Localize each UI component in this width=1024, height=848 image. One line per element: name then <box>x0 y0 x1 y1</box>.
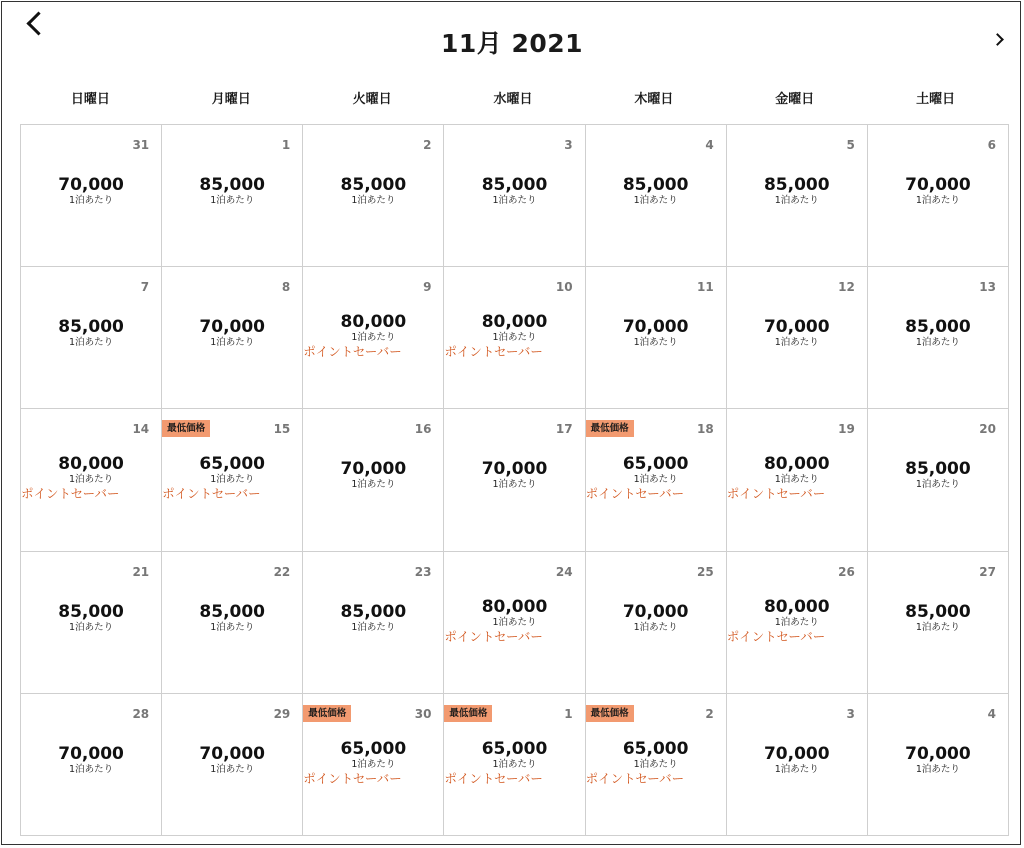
day-cell[interactable] <box>303 552 444 694</box>
lowest-price-badge: 最低価格 <box>162 420 210 437</box>
day-number: 7 <box>140 280 150 295</box>
day-number: 1 <box>564 706 573 721</box>
nightly-price: 70,000 <box>199 743 266 764</box>
nightly-price: 85,000 <box>622 175 689 195</box>
per-night-label: 1泊あたり <box>210 337 255 349</box>
day-cell[interactable] <box>21 267 162 409</box>
point-saver-label: ポイントセーバー <box>444 628 543 644</box>
per-night-label: 1泊あたり <box>351 621 396 633</box>
day-number: 14 <box>132 422 150 437</box>
day-cell[interactable] <box>868 267 1009 409</box>
price-block <box>868 175 1008 207</box>
day-cell[interactable] <box>586 409 727 551</box>
price-block <box>444 175 584 207</box>
weekday-sunday: 日曜日 <box>70 92 110 107</box>
nightly-price: 70,000 <box>763 317 830 338</box>
calendar-panel <box>1 1 1021 845</box>
nightly-price: 85,000 <box>199 601 266 622</box>
point-saver-label: ポイントセーバー <box>585 486 685 502</box>
day-cell[interactable] <box>162 125 303 267</box>
day-cell[interactable] <box>21 552 162 694</box>
weekday-wednesday: 水曜日 <box>493 92 533 107</box>
price-block <box>868 317 1008 349</box>
per-night-label: 1泊あたり <box>69 621 114 633</box>
day-cell[interactable] <box>868 694 1009 836</box>
day-cell[interactable] <box>444 694 585 836</box>
lowest-price-badge: 最低価格 <box>586 420 634 437</box>
nightly-price: 80,000 <box>481 312 548 333</box>
nightly-price: 85,000 <box>199 175 266 195</box>
next-month-chevron-icon[interactable] <box>992 32 1006 48</box>
price-block <box>21 317 161 349</box>
price-block <box>162 317 302 349</box>
point-saver-label: ポイントセーバー <box>303 344 402 360</box>
price-block <box>868 602 1008 634</box>
day-cell[interactable] <box>727 409 868 551</box>
day-number: 12 <box>838 280 855 295</box>
per-night-label: 1泊あたり <box>210 474 255 486</box>
price-block <box>727 454 867 502</box>
price-block <box>303 459 443 491</box>
nightly-price: 85,000 <box>481 175 548 195</box>
per-night-label: 1泊あたり <box>351 479 396 491</box>
nightly-price: 70,000 <box>58 175 124 195</box>
per-night-label: 1泊あたり <box>210 621 255 633</box>
per-night-label: 1泊あたり <box>492 195 537 206</box>
day-number: 20 <box>979 422 996 437</box>
per-night-label: 1泊あたり <box>915 337 960 349</box>
per-night-label: 1泊あたり <box>492 758 537 770</box>
day-cell[interactable] <box>444 125 585 267</box>
per-night-label: 1泊あたり <box>633 621 678 633</box>
nightly-price: 65,000 <box>622 454 689 475</box>
lowest-price-badge: 最低価格 <box>444 705 492 722</box>
price-block <box>586 317 726 349</box>
nightly-price: 85,000 <box>340 601 407 622</box>
day-cell[interactable] <box>868 125 1009 267</box>
per-night-label: 1泊あたり <box>492 332 537 344</box>
day-number: 3 <box>564 138 573 152</box>
price-block <box>586 739 726 787</box>
day-number: 13 <box>979 280 996 295</box>
per-night-label: 1泊あたり <box>633 758 678 770</box>
day-number: 2 <box>705 706 714 721</box>
per-night-label: 1泊あたり <box>633 474 678 486</box>
price-block <box>727 317 867 349</box>
lowest-price-badge: 最低価格 <box>586 705 634 722</box>
day-number: 5 <box>846 138 855 152</box>
per-night-label: 1泊あたり <box>351 195 396 206</box>
day-cell[interactable] <box>586 125 727 267</box>
nightly-price: 70,000 <box>199 317 266 338</box>
day-number: 29 <box>273 706 291 721</box>
weekday-friday: 金曜日 <box>775 92 815 107</box>
calendar-grid <box>20 124 1009 836</box>
point-saver-label: ポイントセーバー <box>726 486 826 502</box>
price-block <box>21 602 161 634</box>
nightly-price: 80,000 <box>481 596 548 617</box>
nightly-price: 85,000 <box>58 601 124 622</box>
point-saver-label: ポイントセーバー <box>21 486 120 502</box>
day-cell[interactable] <box>162 552 303 694</box>
day-number: 21 <box>132 564 150 579</box>
day-number: 16 <box>414 422 432 437</box>
per-night-label: 1泊あたり <box>915 763 960 775</box>
price-block <box>444 739 584 787</box>
day-number: 2 <box>423 138 432 152</box>
price-block <box>444 312 584 360</box>
point-saver-label: ポイントセーバー <box>303 770 402 786</box>
day-number: 10 <box>555 280 573 295</box>
nightly-price: 65,000 <box>481 738 548 759</box>
day-cell[interactable] <box>162 694 303 836</box>
per-night-label: 1泊あたり <box>774 195 819 206</box>
day-cell[interactable] <box>444 552 585 694</box>
weekday-header-row <box>20 88 1006 107</box>
nightly-price: 65,000 <box>199 454 266 475</box>
per-night-label: 1泊あたり <box>351 758 396 770</box>
day-cell[interactable] <box>162 267 303 409</box>
day-number: 8 <box>281 280 291 295</box>
day-cell[interactable] <box>444 267 585 409</box>
per-night-label: 1泊あたり <box>69 474 114 486</box>
price-block <box>727 597 867 645</box>
price-block <box>162 454 302 502</box>
day-cell[interactable] <box>21 125 162 267</box>
nightly-price: 65,000 <box>340 738 407 759</box>
per-night-label: 1泊あたり <box>915 479 960 491</box>
nightly-price: 80,000 <box>58 454 124 475</box>
day-number: 30 <box>414 706 432 721</box>
price-block <box>586 454 726 502</box>
per-night-label: 1泊あたり <box>915 621 960 633</box>
day-number: 23 <box>414 564 432 579</box>
point-saver-label: ポイントセーバー <box>444 770 543 786</box>
price-block <box>868 744 1008 776</box>
nightly-price: 85,000 <box>905 459 971 480</box>
day-number: 4 <box>705 138 714 152</box>
price-block <box>727 175 867 207</box>
price-block <box>444 459 584 491</box>
per-night-label: 1泊あたり <box>69 195 114 206</box>
price-block <box>162 175 302 207</box>
weekday-tuesday: 火曜日 <box>352 92 392 107</box>
weekday-monday: 月曜日 <box>211 92 251 107</box>
price-block <box>162 602 302 634</box>
per-night-label: 1泊あたり <box>774 474 819 486</box>
nightly-price: 85,000 <box>905 317 971 338</box>
day-cell[interactable] <box>586 267 727 409</box>
day-number: 31 <box>132 138 150 152</box>
price-block <box>586 602 726 634</box>
day-number: 22 <box>273 564 291 579</box>
day-cell[interactable] <box>303 125 444 267</box>
day-cell[interactable] <box>162 409 303 551</box>
day-number: 24 <box>555 564 573 579</box>
price-block <box>303 175 443 207</box>
price-block <box>727 744 867 776</box>
day-number: 4 <box>987 706 996 721</box>
nightly-price: 70,000 <box>340 459 407 480</box>
per-night-label: 1泊あたり <box>492 479 537 491</box>
day-cell[interactable] <box>303 409 444 551</box>
point-saver-label: ポイントセーバー <box>444 344 543 360</box>
per-night-label: 1泊あたり <box>633 195 678 206</box>
nightly-price: 85,000 <box>763 175 830 195</box>
per-night-label: 1泊あたり <box>492 616 537 628</box>
per-night-label: 1泊あたり <box>774 337 819 349</box>
per-night-label: 1泊あたり <box>69 763 114 775</box>
price-block <box>303 602 443 634</box>
day-number: 18 <box>697 422 714 437</box>
nightly-price: 85,000 <box>905 601 971 622</box>
price-block <box>868 459 1008 491</box>
day-cell[interactable] <box>586 552 727 694</box>
day-number: 17 <box>555 422 573 437</box>
per-night-label: 1泊あたり <box>633 337 678 349</box>
per-night-label: 1泊あたり <box>210 195 255 206</box>
day-cell[interactable] <box>727 694 868 836</box>
day-cell[interactable] <box>21 409 162 551</box>
price-block <box>303 739 443 787</box>
nightly-price: 70,000 <box>905 175 971 195</box>
day-cell[interactable] <box>727 552 868 694</box>
day-number: 3 <box>846 706 855 721</box>
nightly-price: 70,000 <box>622 317 689 338</box>
day-cell[interactable] <box>727 267 868 409</box>
nightly-price: 70,000 <box>481 459 548 480</box>
day-cell[interactable] <box>303 267 444 409</box>
day-number: 26 <box>838 564 855 579</box>
day-cell[interactable] <box>727 125 868 267</box>
price-block <box>586 175 726 207</box>
nightly-price: 80,000 <box>340 312 407 333</box>
day-number: 25 <box>697 564 714 579</box>
per-night-label: 1泊あたり <box>69 337 114 349</box>
nightly-price: 85,000 <box>58 317 124 338</box>
nightly-price: 70,000 <box>763 743 830 764</box>
day-number: 6 <box>987 138 996 152</box>
day-cell[interactable] <box>303 694 444 836</box>
price-block <box>303 312 443 360</box>
day-number: 19 <box>838 422 855 437</box>
per-night-label: 1泊あたり <box>774 616 819 628</box>
day-cell[interactable] <box>868 409 1009 551</box>
point-saver-label: ポイントセーバー <box>585 770 685 786</box>
nightly-price: 70,000 <box>622 601 689 622</box>
weekday-saturday: 土曜日 <box>916 92 956 107</box>
point-saver-label: ポイントセーバー <box>162 486 261 502</box>
per-night-label: 1泊あたり <box>210 763 255 775</box>
weekday-thursday: 木曜日 <box>634 92 674 107</box>
per-night-label: 1泊あたり <box>774 763 819 775</box>
day-number: 28 <box>132 706 150 721</box>
price-block <box>21 454 161 502</box>
price-block <box>21 175 161 207</box>
month-title: 11月 2021 <box>440 29 584 58</box>
per-night-label: 1泊あたり <box>351 332 396 344</box>
day-cell[interactable] <box>21 694 162 836</box>
day-cell[interactable] <box>868 552 1009 694</box>
nightly-price: 70,000 <box>905 743 971 764</box>
nightly-price: 80,000 <box>763 454 830 475</box>
price-block <box>162 744 302 776</box>
point-saver-label: ポイントセーバー <box>726 628 826 644</box>
day-number: 11 <box>697 280 714 295</box>
day-number: 27 <box>979 564 996 579</box>
day-cell[interactable] <box>444 409 585 551</box>
day-number: 1 <box>281 138 291 152</box>
lowest-price-badge: 最低価格 <box>303 705 351 722</box>
nightly-price: 80,000 <box>763 596 830 617</box>
nightly-price: 85,000 <box>340 175 407 195</box>
nightly-price: 65,000 <box>622 738 689 759</box>
day-cell[interactable] <box>586 694 727 836</box>
per-night-label: 1泊あたり <box>915 195 960 206</box>
day-number: 9 <box>423 280 432 295</box>
price-block <box>444 597 584 645</box>
nightly-price: 70,000 <box>58 743 124 764</box>
day-number: 15 <box>273 422 291 437</box>
price-block <box>21 744 161 776</box>
